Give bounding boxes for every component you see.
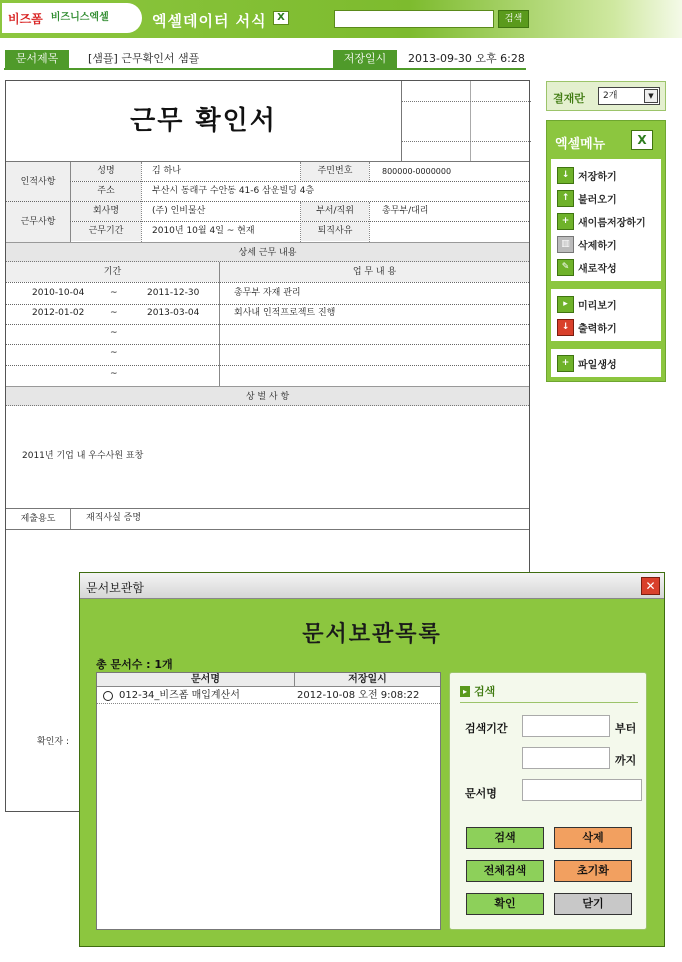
col-name-header: 문서명	[117, 673, 295, 686]
purpose-label: 제출용도	[6, 509, 70, 529]
search-panel-title	[460, 683, 495, 699]
menu-delete-label: 삭제하기	[578, 240, 617, 252]
dept-label: 부서/직위	[301, 202, 369, 221]
name-value: 김 하나	[152, 166, 181, 176]
trash-icon: ▥	[557, 236, 574, 253]
document-archive-dialog	[79, 572, 665, 947]
row-radio[interactable]	[103, 691, 113, 701]
menu-preview-label: 미리보기	[578, 300, 617, 312]
menu-create-file[interactable]	[557, 353, 617, 373]
award-section-header: 상 벌 사 항	[6, 386, 529, 406]
approval-count-label: 결재란	[553, 92, 585, 105]
reset-button[interactable]: 초기화	[554, 860, 632, 882]
menu-preview[interactable]	[557, 294, 617, 314]
excel-menu-header	[547, 121, 665, 159]
menu-save-as[interactable]	[557, 211, 646, 231]
row-name: 012-34_비즈폼 매입계산서	[119, 690, 240, 701]
menu-create-file-label: 파일생성	[578, 359, 617, 371]
doc-name-input[interactable]	[522, 779, 642, 801]
period-label: 근무기간	[71, 222, 141, 241]
list-item[interactable]	[97, 688, 440, 704]
detail-duty: 총무부 자재 관리	[234, 288, 301, 298]
detail-sep: ~	[110, 328, 118, 338]
row-saved: 2012-10-08 오전 9:08:22	[297, 690, 420, 701]
search-panel-title-text: 검색	[474, 685, 496, 698]
search-button[interactable]: 검색	[466, 827, 544, 849]
saved-date-label: 저장일시	[333, 50, 397, 68]
detail-start: 2010-10-04	[32, 288, 85, 298]
detail-duty: 회사내 인적프로젝트 진행	[234, 308, 336, 318]
detail-sep: ~	[110, 369, 118, 379]
info-divider	[4, 68, 526, 70]
detail-sep: ~	[110, 308, 118, 318]
bizforms-logo: 비즈폼	[8, 11, 43, 26]
search-all-button[interactable]: 전체검색	[466, 860, 544, 882]
id-label: 주민번호	[301, 162, 369, 181]
period-value: 2010년 10월 4일 ~ 현재	[152, 226, 255, 236]
menu-print-label: 출력하기	[578, 323, 617, 335]
dept-value: 총무부/대리	[382, 206, 429, 216]
doc-title-value: [샘플] 근무확인서 샘플	[88, 52, 200, 65]
menu-open[interactable]	[557, 188, 617, 208]
excel-menu-title: 엑셀메뉴	[555, 137, 606, 152]
col-period-header: 기간	[6, 262, 219, 282]
approval-panel	[546, 81, 666, 111]
detail-sep: ~	[110, 348, 118, 358]
menu-print[interactable]	[557, 317, 617, 337]
col-saved-header: 저장일시	[348, 674, 387, 685]
period-to-input[interactable]	[522, 747, 610, 769]
award-text: 2011년 기업 내 우수사원 표창	[22, 451, 144, 461]
ok-button[interactable]: 확인	[466, 893, 544, 915]
logo[interactable]	[2, 3, 142, 33]
detail-end: 2011-12-30	[147, 288, 200, 298]
close-button[interactable]: 닫기	[554, 893, 632, 915]
personal-section-label: 인적사항	[6, 162, 70, 202]
leave-reason-label: 퇴직사유	[301, 222, 369, 241]
save-icon: ↓	[557, 167, 574, 184]
col-duty-header: 업 무 내 용	[220, 262, 529, 282]
dialog-titlebar[interactable]	[80, 573, 664, 599]
close-icon[interactable]: ✕	[641, 577, 660, 595]
period-from-input[interactable]	[522, 715, 610, 737]
menu-open-label: 불러오기	[578, 194, 617, 206]
dialog-heading: 문서보관목록	[302, 622, 442, 647]
dialog-title: 문서보관함	[86, 581, 144, 595]
address-value: 부산시 동래구 수안동 41-6 삼운빌딩 4층	[152, 186, 315, 196]
menu-new[interactable]	[557, 257, 617, 277]
search-panel	[449, 672, 647, 930]
top-search-input[interactable]	[334, 10, 494, 28]
chevron-right-icon: ▸	[460, 686, 470, 697]
new-document-icon: ✎	[557, 259, 574, 276]
menu-save[interactable]	[557, 165, 617, 185]
save-as-icon: +	[557, 213, 574, 230]
top-bar	[0, 0, 682, 38]
document-count: 총 문서수 : 1개	[96, 658, 173, 671]
id-value: 800000-0000000	[382, 167, 452, 176]
address-label: 주소	[71, 182, 141, 201]
purpose-value: 재직사실 증명	[86, 513, 142, 523]
document-list[interactable]	[96, 672, 441, 930]
company-value: (주) 인비물산	[152, 206, 206, 216]
approval-count-select[interactable]	[598, 87, 660, 105]
period-filter-label: 검색기간	[465, 722, 508, 735]
excel-menu-panel	[546, 120, 666, 382]
form-title: 근무 확인서	[130, 106, 277, 136]
to-suffix: 까지	[615, 754, 637, 767]
detail-section-header: 상세 근무 내용	[6, 242, 529, 262]
menu-group-export	[551, 349, 661, 377]
work-section-label: 근무사항	[6, 202, 70, 242]
menu-save-label: 저장하기	[578, 171, 617, 183]
company-label: 회사명	[71, 202, 141, 221]
detail-sep: ~	[110, 288, 118, 298]
approval-box[interactable]	[401, 81, 530, 161]
list-header	[97, 673, 440, 687]
business-excel-logo: 비즈니스엑셀	[50, 12, 109, 23]
print-icon: ↓	[557, 319, 574, 336]
create-file-icon: +	[557, 355, 574, 372]
detail-start: 2012-01-02	[32, 308, 85, 318]
detail-end: 2013-03-04	[147, 308, 200, 318]
app-title: 엑셀데이터 서식	[152, 12, 267, 30]
doc-title-label: 문서제목	[5, 50, 69, 68]
menu-new-label: 새로작성	[578, 263, 617, 275]
confirmer-label: 확인자 :	[37, 737, 69, 747]
menu-save-as-label: 새이름저장하기	[578, 217, 646, 229]
excel-icon: X	[631, 130, 653, 150]
menu-group-print	[551, 289, 661, 341]
name-label: 성명	[71, 162, 141, 181]
menu-group-file	[551, 159, 661, 281]
doc-name-filter-label: 문서명	[465, 787, 497, 800]
delete-button[interactable]: 삭제	[554, 827, 632, 849]
from-suffix: 부터	[615, 722, 637, 735]
open-icon: ↑	[557, 190, 574, 207]
preview-icon: ▸	[557, 296, 574, 313]
approval-count-value: 2개	[603, 91, 618, 101]
excel-icon: X	[273, 11, 289, 25]
chevron-down-icon[interactable]: ▼	[644, 89, 658, 103]
menu-delete[interactable]	[557, 234, 617, 254]
top-search-button[interactable]: 검색	[498, 10, 529, 28]
saved-date-value: 2013-09-30 오후 6:28	[408, 52, 525, 65]
